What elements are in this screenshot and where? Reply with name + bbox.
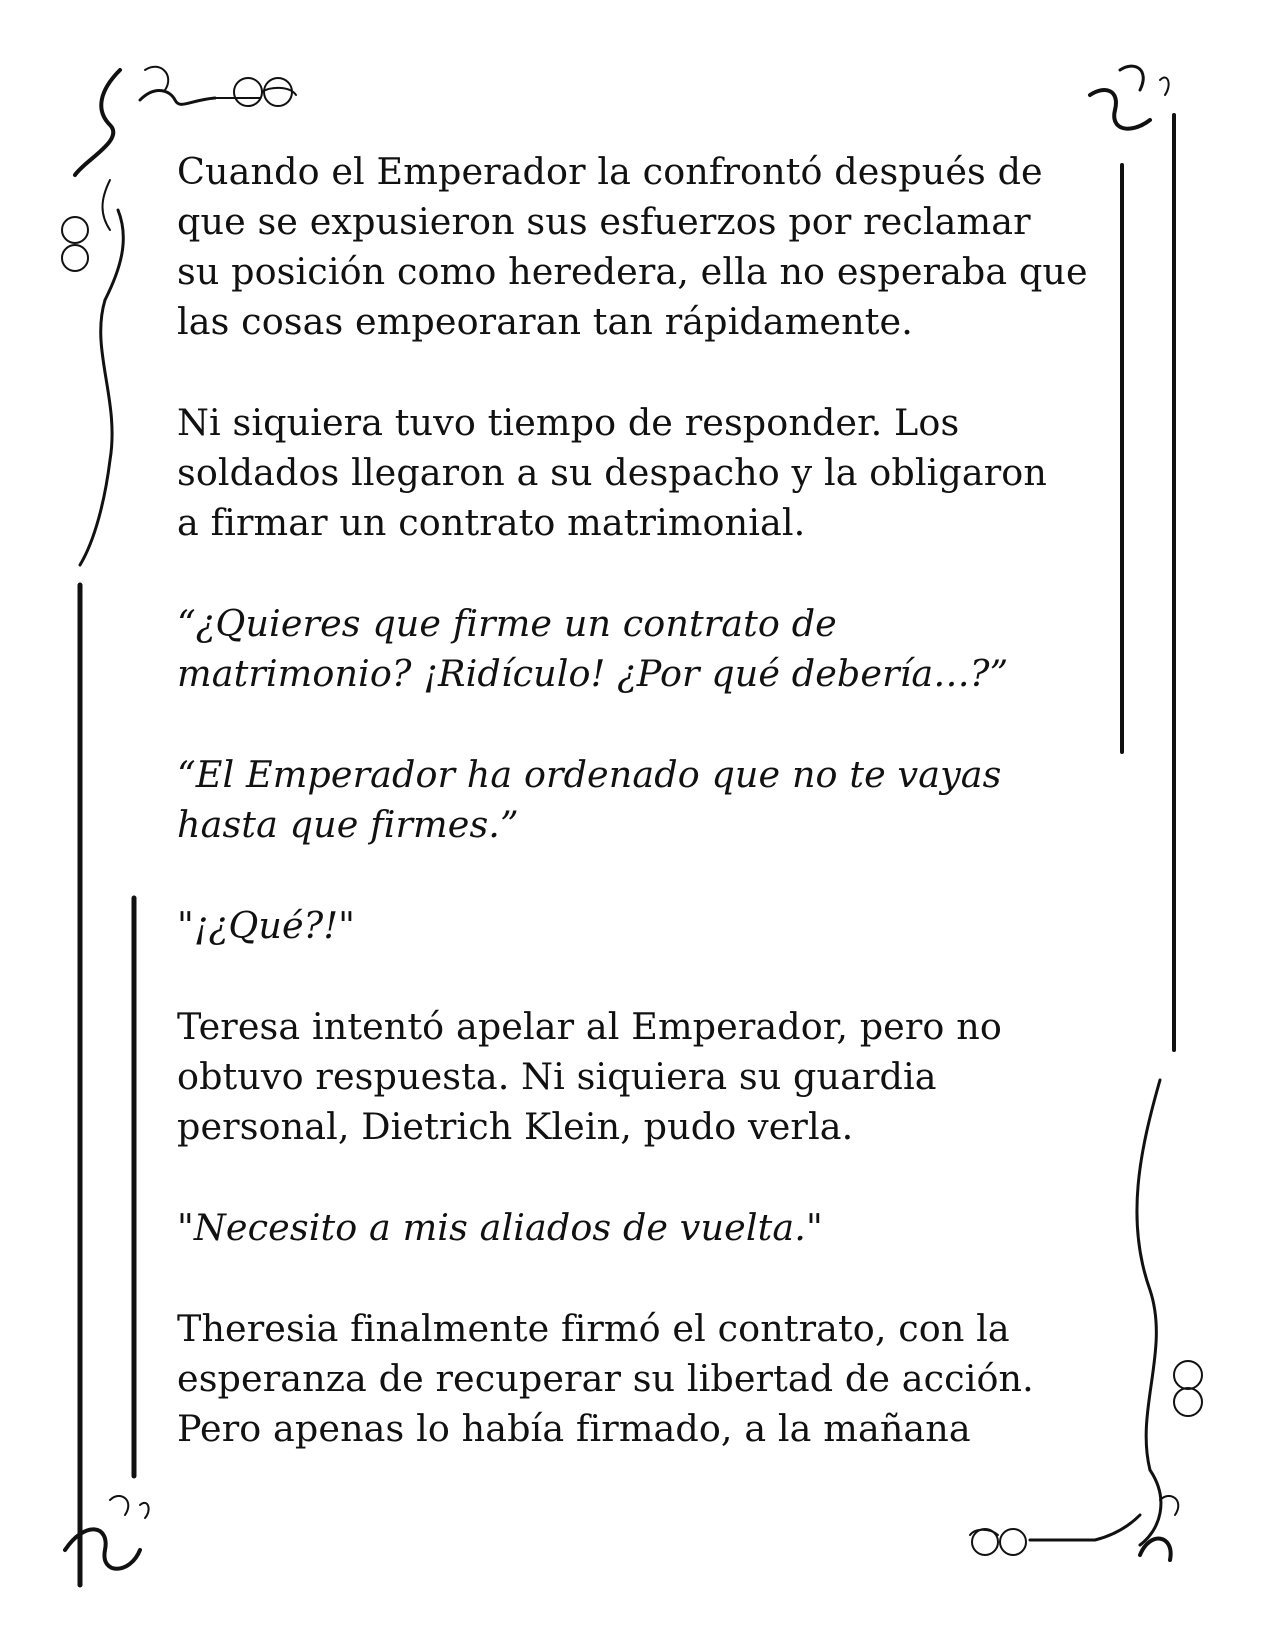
dialogue-3: "¡¿Qué?!" (177, 904, 355, 947)
paragraph-3: Teresa intentó apelar al Emperador, pero no obtuvo respuesta. Ni siquiera su guardia personal, Dietrich Klein, pudo verla. (177, 1005, 1002, 1148)
flourish-top-right-icon (1090, 66, 1169, 129)
paragraph-4: Theresia finalmente firmó el contrato, con la esperanza de recuperar su libertad de acción. Pero apenas lo había firmado, a la mañana (177, 1307, 1034, 1450)
paragraph-2: Ni siquiera tuvo tiempo de responder. Los soldados llegaron a su despacho y la obligaron a firmar un contrato matrimonial. (177, 401, 1047, 544)
flourish-bottom-right-icon (970, 1496, 1178, 1560)
story-text (177, 147, 1107, 1505)
dialogue-1: “¿Quieres que firme un contrato de matrimonio? ¡Ridículo! ¿Por qué debería…?” (177, 602, 1009, 695)
dialogue-2: “El Emperador ha ordenado que no te vayas hasta que firmes.” (177, 753, 1002, 846)
flourish-right-side-icon (1137, 1080, 1202, 1545)
paragraph-1: Cuando el Emperador la confrontó después de que se expusieron sus esfuerzos por reclamar su posición como heredera, ella no esperaba que las cosas empeoraran tan rápidamente. (177, 150, 1088, 343)
dialogue-4: "Necesito a mis aliados de vuelta." (177, 1206, 823, 1249)
